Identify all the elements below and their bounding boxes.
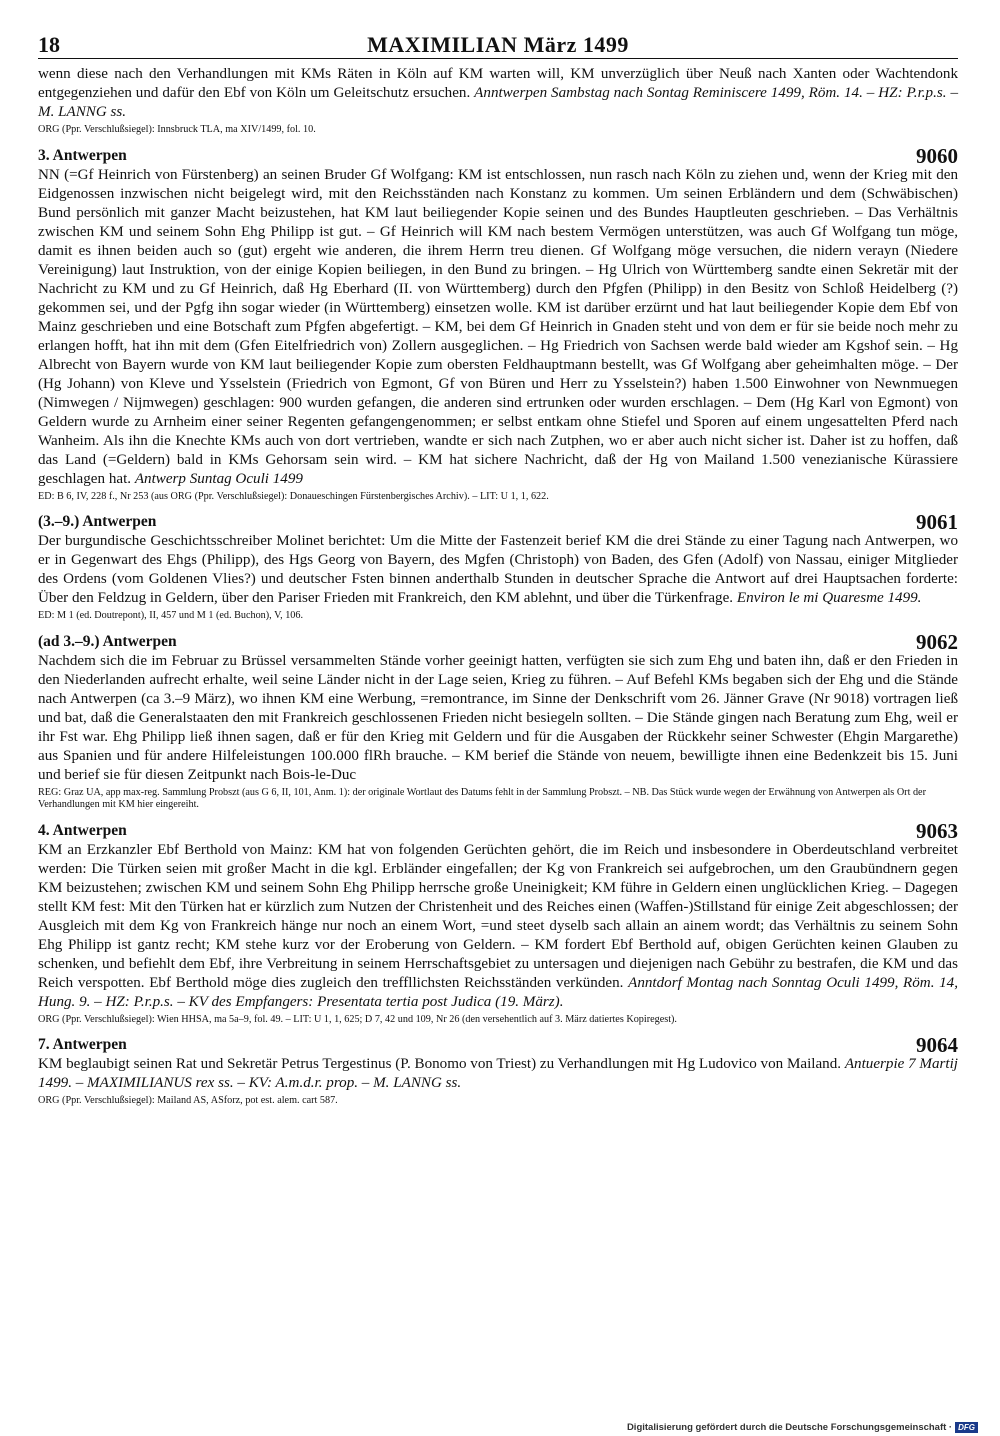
entry-date-line: Antuerpie 7 Martij 1499. – MAXIMILIANUS rex ss. – KV: A.m.d.r. prop. – M. LANNG ss. xyxy=(38,1056,959,1091)
entry-text xyxy=(38,841,958,1012)
entry-source: ED: B 6, IV, 228 f., Nr 253 (aus ORG (Ppr. Verschlußsiegel): Donaueschingen Fürstenbergisches Archiv). – LIT: U 1, 1, 622. xyxy=(38,490,549,502)
regest-entry xyxy=(38,512,958,623)
entry-number: 9064 xyxy=(916,1033,958,1057)
intro-date-line: Anntwerpen Sambstag nach Sontag Reminiscere 1499, Röm. 14. – HZ: P.r.p.s. – M. LANNG ss. xyxy=(38,85,958,120)
entry-source: REG: Graz UA, app max-reg. Sammlung Probszt (aus G 6, II, 101, Anm. 1): der originale Wortlaut des Datums fehlt in der Sammlung Probszt. – NB. Das Stück wurde wegen der Erwähnung von Antwerpen als Ort der Verhandlungen mit KM hier eingereiht. xyxy=(38,786,926,810)
entry-number: 9060 xyxy=(916,143,958,168)
entry-body: Nachdem sich die im Februar zu Brüssel versammelten Stände vorher geeinigt hatten, verfügten sie sich zum Ehg und baten ihn, daß er den Frieden in den Niederlanden aufrecht erhalte, weil seine Länder nicht in der Lage seien, Krieg zu führen. – Auf Befehl KMs begaben sich der Ehg und die Stände nach Antwerpen (ca 3.–9 März), wo ihnen KM eine Werbung, =remontrance, im Sinne der Denkschrift vom 26. Jänner Grave (Nr 9018) vortragen ließ und bat, daß die Generalstaaten den mit Frankreich geschlossenen Frieden nicht besiegeln sollten. – Die Stände gingen nach Beratung zum Ehg, weil er ihr Fst war. Ehg Philipp ließ ihnen sagen, daß er für den Krieg mit Geldern und für die Ausgaben der Rückkehr seiner Schwester (Ehgin Margarethe) aus Spanien und für andere Hilfeleistungen 100.000 flRh brauche. – KM berief die Stände von neuem, bewilligte ihnen eine Bedenkzeit bis 15. Juni und berief sie für diesen Zeitpunkt nach Bois-le-Duc xyxy=(38,652,958,783)
intro-text: wenn diese nach den Verhandlungen mit KMs Räten in Köln auf KM warten will, KM unverzüglich über Neuß nach Xanten oder Wachtendonk entgegenziehen und dafür den Ebf von Köln um Geleitschutz ersuchen. xyxy=(38,66,958,101)
entry-text xyxy=(38,166,958,489)
document-page xyxy=(38,30,958,1108)
intro-source: ORG (Ppr. Verschlußsiegel): Innsbruck TLA, ma XIV/1499, fol. 10. xyxy=(38,124,316,135)
regest-entry xyxy=(38,143,958,504)
entry-place: 7. Antwerpen xyxy=(38,1036,127,1053)
regest-entry xyxy=(38,629,958,812)
entry-heading xyxy=(38,1035,958,1055)
page-header xyxy=(38,30,958,59)
entry-place: 4. Antwerpen xyxy=(38,821,127,839)
funding-footer xyxy=(627,1422,978,1433)
entry-date-line: Antwerp Suntag Oculi 1499 xyxy=(134,470,303,487)
entry-source: ORG (Ppr. Verschlußsiegel): Mailand AS, ASforz, pot est. alem. cart 587. xyxy=(38,1095,338,1106)
entry-number: 9062 xyxy=(916,629,958,654)
entry-number: 9061 xyxy=(916,510,958,534)
regest-entry xyxy=(38,818,959,1027)
entry-place: (3.–9.) Antwerpen xyxy=(38,513,157,530)
entry-place: (ad 3.–9.) Antwerpen xyxy=(38,632,177,650)
entry-source: ORG (Ppr. Verschlußsiegel): Wien HHSA, ma 5a–9, fol. 49. – LIT: U 1, 1, 625; D 7, 42 und 109, Nr 26 (den versehentlich auf 3. März datiertes Kopiregest). xyxy=(38,1013,677,1025)
intro-block xyxy=(38,65,958,137)
entry-date-line: Environ le mi Quaresme 1499. xyxy=(736,590,922,606)
entry-body: KM an Erzkanzler Ebf Berthold von Mainz: KM hat von folgenden Gerüchten gehört, die im Reich und insbesondere in Oberdeutschland verbreitet werden: Die Türken seien mit großer Macht in die kgl. Erbländer eingefallen; der Kg von Frankreich sei aufgebrochen, um den Graubündnern gegen KM beizustehen; zwischen KM und seinem Sohn Ehg Philipp herrsche große Uneinigkeit; KM führe in Geldern einen unglücklichen Krieg. – Dagegen stellt KM fest: Mit den Türken hat er kürzlich zum Nutzen der Christenheit und des Reiches einen (Waffen-)Stillstand für einige Zeit abgeschlossen; der Ausgleich mit dem Kg von Frankreich hänge nur noch an einem Wort, =und steet dyselb sach allain an ainem wordt; das Verhältnis zu seinem Sohn Ehg Philipp ist gantz recht; KM stehe kurz vor der Eroberung von Geldern. – KM fordert Ebf Berthold auf, obigen Gerüchten keinen Glauben zu schenken, und befiehlt dem Ebf, ihre Verbreitung in seinem Herrschaftsgebiet zu untersagen und diejenigen nach Gebühr zu bestrafen, die KM und das Reich verspotten. Ebf Berthold möge dies zugleich den treffllichsten Reichsständen verkünden. xyxy=(38,841,958,991)
entry-text xyxy=(38,532,958,608)
entry-heading xyxy=(38,512,958,532)
footer-text: Digitalisierung gefördert durch die Deutsche Forschungsgemeinschaft · xyxy=(626,1422,953,1433)
running-title: MAXIMILIAN März 1499 xyxy=(367,32,629,57)
regest-entry xyxy=(38,1035,958,1108)
entry-place: 3. Antwerpen xyxy=(38,146,127,164)
entry-source: ED: M 1 (ed. Doutrepont), II, 457 und M 1 (ed. Buchon), V, 106. xyxy=(38,610,304,621)
entry-text xyxy=(38,1055,958,1093)
page-number: 18 xyxy=(38,32,60,57)
entry-body: Der burgundische Geschichtsschreiber Molinet berichtet: Um die Mitte der Fastenzeit berief KM die drei Stände zu einer Tagung nach Antwerpen, wo er in Gegenwart des Ehgs (Philipp), des Hgs Georg von Bayern, des Mgfen (Christoph) von Baden, des Gfen (Adolf) von Nassau, einiger Mitglieder des Ordens (vom Goldenen Vlies?) und deutscher Fsten binnen anderthalb Stunden in deutscher Sprache die Antwort auf drei Hauptsachen forderte: Über den Feldzug in Geldern, über den Pariser Frieden mit Frankreich, den KM ablehnt, und über die Türkenfrage. xyxy=(38,533,958,606)
entry-number: 9063 xyxy=(916,818,958,843)
entry-body: NN (=Gf Heinrich von Fürstenberg) an seinen Bruder Gf Wolfgang: KM ist entschlossen, nun rasch nach Köln zu ziehen und, wenn der Krieg mit den Eidgenossen inzwischen nicht beigelegt wird, mit den Reichsständen nach Konstanz zu kommen. Um seinen Erbländern und dem (Schwäbischen) Bund persönlich mit ganzer Macht beizustehen, hat KM laut beiliegender Kopie seinen und des Bundes Hauptleuten geschrieben. – Das Verhältnis zwischen KM und seinem Sohn Ehg Philipp ist gut. – Gf Heinrich will KM nach bestem Vermögen unterstützen, was auch Gf Wolfgang tun möge, damit es ihnen beiden auch so (gut) ergeht wie anderen, die ihrem Herrn treu dienen. Gf Wolfgang möge versuchen, die nidern verayn (Niedere Vereinigung) laut Instruktion, von der einige Kopien beiliegen, in den Bund zu bringen. – Hg Ulrich von Württemberg sandte einen Sekretär mit der Nachricht zu KM und zu Gf Heinrich, daß Hg Eberhard (II. von Württemberg) durch den Pfgfen (Philipp) in den Besitz von Schloß Heidelberg (?) gekommen sei, und der Pgfg ihn sogar wieder (in Württemberg) einsetzen wolle. KM ist darüber erzürnt und hat laut beiliegender Kopie dem Ebf von Mainz geschrieben und eine Botschaft zum Pfgfen abgefertigt. – KM, bei dem Gf Heinrich in Gnaden steht und von dem er für sie beide noch mehr zu erlangen hofft, hat ihn mit dem (Gfen Eitelfriedrich von) Zollern ausgeglichen. – Hg Friedrich von Sachsen werde bald wieder am Kgshof sein. – Hg Albrecht von Bayern wurde von KM laut beiliegender Kopie zum obersten Feldhauptmann bestellt, was Gf Wolfgang aber geheimhalten möge. – Der (Hg Johann) von Kleve und Ysselstein (Friedrich von Egmont, Gf von Büren und Herr zu Ysselstein?) haben 1.500 Einwohner von Newnmuegen (Nimwegen / Nijmwegen) geschlagen: 900 wurden gefangen, die anderen sind ertrunken oder wurden erschlagen. – Dem (Hg Karl von Egmont) von Geldern wurde zu Arnheim einer seiner Regenten gefangengenommen; er selbst entkam ohne Stiefel und Sporen auf einem ungesattelten Pferd nach Wanheim. Als ihn die Knechte KMs auch von dort vertrieben, wandte er sich nach Zutphen, wo er aber auch nicht sicher ist. Daher ist zu hoffen, daß das Land (=Geldern) bald in KMs Gehorsam sein wird. – KM hat sichere Nachricht, daß der Hg von Mailand 1.500 venezianische Kürassiere geschlagen hat. xyxy=(38,166,958,487)
entry-heading xyxy=(38,143,958,168)
entry-text xyxy=(38,652,958,785)
entry-date-line: Anntdorf Montag nach Sonntag Oculi 1499, Röm. 14, Hung. 9. – HZ: P.r.p.s. – KV des Empfangers: Presentata tertia post Judica (19. März). xyxy=(38,974,959,1010)
entry-body: KM beglaubigt seinen Rat und Sekretär Petrus Tergestinus (P. Bonomo von Triest) zu Verhandlungen mit Hg Ludovico von Mailand. xyxy=(38,1056,845,1072)
entry-heading xyxy=(38,818,958,843)
dfg-logo[interactable]: DFG xyxy=(955,1422,978,1433)
entry-heading xyxy=(38,629,958,654)
intro-paragraph xyxy=(38,65,958,122)
